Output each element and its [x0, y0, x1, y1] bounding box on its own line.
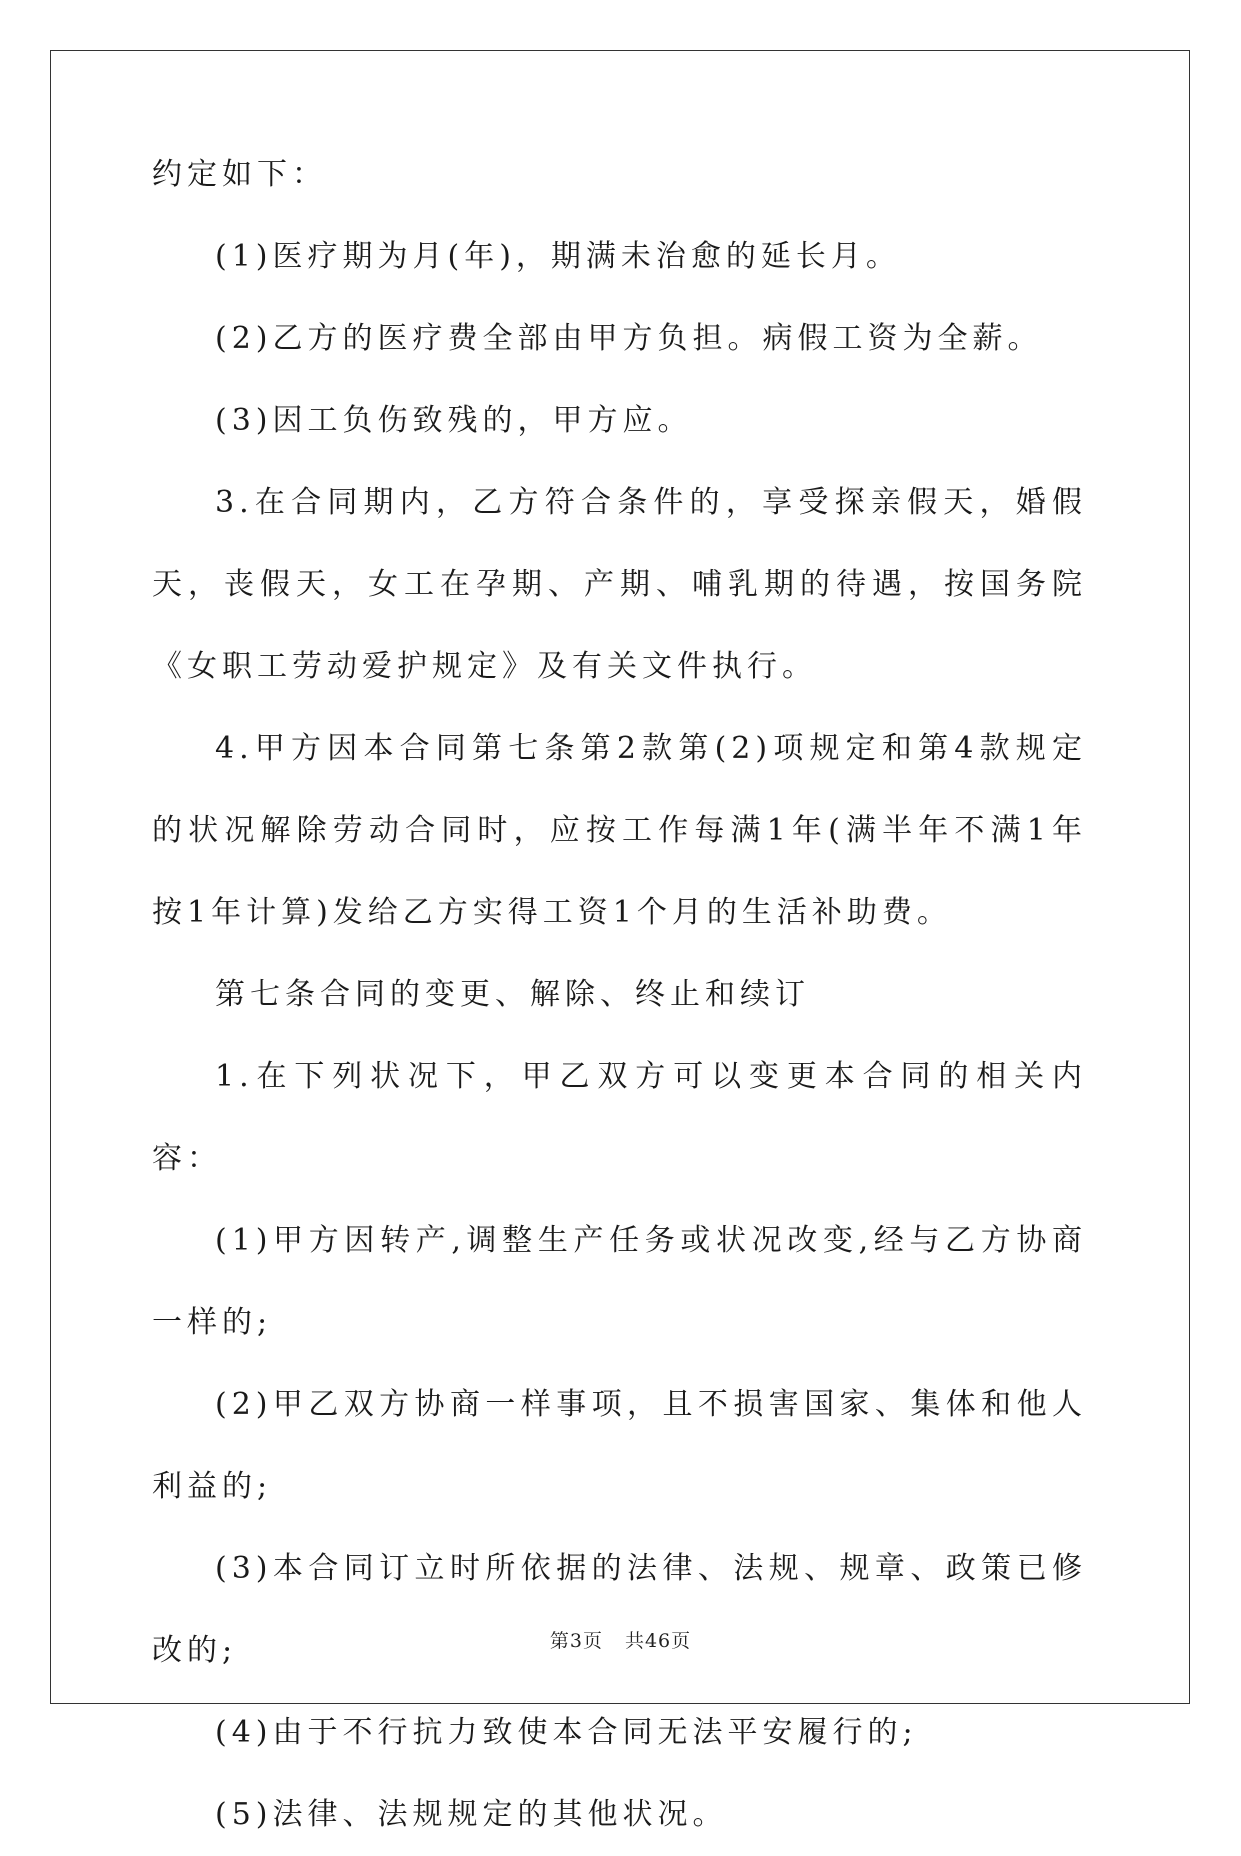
page-number: 第3页: [549, 1630, 603, 1652]
paragraph: (4)由于不行抗力致使本合同无法平安履行的;: [215, 1715, 918, 1750]
paragraph: 约定如下：: [152, 157, 327, 192]
section-heading: 第七条合同的变更、解除、终止和续订: [215, 977, 810, 1012]
paragraph: (2)乙方的医疗费全部由甲方负担。病假工资为全薪。: [215, 321, 1043, 356]
paragraph: (1)甲方因转产,调整生产任务或状况改变,经与乙方协商一样的;: [152, 1223, 1087, 1340]
paragraph: (3)本合同订立时所依据的法律、法规、规章、政策已修改的;: [152, 1551, 1087, 1668]
paragraph: (5)法律、法规规定的其他状况。: [215, 1797, 728, 1832]
paragraph: 4.甲方因本合同第七条第2款第(2)项规定和第4款规定的状况解除劳动合同时，应按工作每满1年(满半年不满1年按1年计算)发给乙方实得工资1个月的生活补助费。: [152, 731, 1087, 930]
paragraph: (1)医疗期为月(年)，期满未治愈的延长月。: [215, 239, 901, 274]
paragraph: (2)甲乙双方协商一样事项，且不损害国家、集体和他人利益的;: [152, 1387, 1087, 1504]
page-footer: [0, 1626, 1241, 1653]
paragraph: 3.在合同期内，乙方符合条件的，享受探亲假天，婚假天，丧假天，女工在孕期、产期、哺乳期的待遇，按国务院《女职工劳动爱护规定》及有关文件执行。: [152, 485, 1087, 684]
paragraph: 1.在下列状况下，甲乙双方可以变更本合同的相关内容：: [152, 1059, 1087, 1176]
document-body: [152, 157, 1087, 1856]
paragraph: (3)因工负伤致残的，甲方应。: [215, 403, 693, 438]
page-total: 共46页: [624, 1630, 692, 1652]
